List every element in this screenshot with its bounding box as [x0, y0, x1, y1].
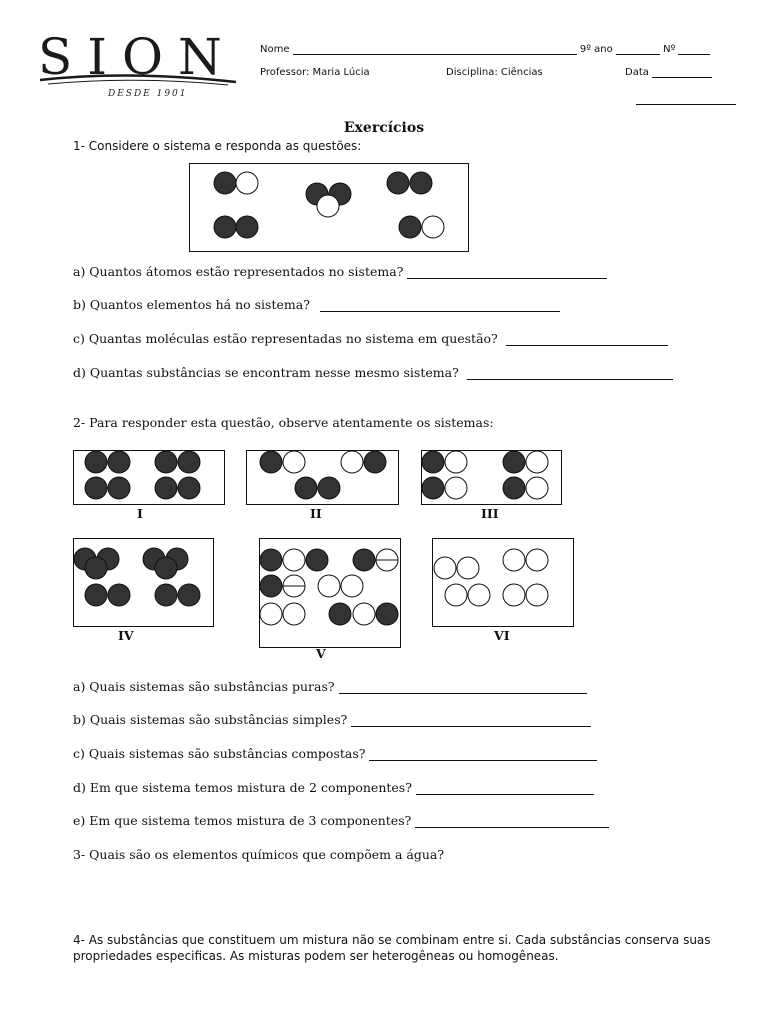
q2c-answer-line[interactable]	[369, 749, 597, 761]
ano-label: 9º ano	[579, 44, 613, 55]
atom-light	[422, 216, 444, 238]
q2c-row	[73, 748, 597, 761]
system-label-III: III	[481, 506, 499, 521]
q1c-text: c) Quantas moléculas estão representadas no sistema em questão?	[73, 331, 498, 346]
q1-molecules	[214, 172, 444, 238]
atom-light	[317, 195, 339, 217]
q2c-text: c) Quais sistemas são substâncias compostas?	[73, 746, 366, 761]
system-III-molecules	[422, 451, 548, 499]
logo-subtitle: DESDE 1901	[108, 89, 188, 99]
nome-label: Nome	[260, 44, 290, 55]
system-IV-molecules	[74, 548, 200, 606]
q4-paragraph: 4- As substâncias que constituem um mistura não se combinam entre si. Cada substâncias conserva suas propriedades especificas. As misturas podem ser heterogêneas ou homogêneas.	[73, 933, 711, 963]
q2e-text: e) Em que sistema temos mistura de 3 componentes?	[73, 813, 412, 828]
atom-dark	[214, 172, 236, 194]
q2d-row	[73, 782, 594, 795]
system-V-molecules	[260, 549, 398, 625]
atom-dark	[410, 172, 432, 194]
professor-text: Professor: Maria Lúcia	[260, 67, 370, 78]
q2a-text: a) Quais sistemas são substâncias puras?	[73, 679, 335, 694]
q2b-row	[73, 714, 591, 727]
q2e-answer-line[interactable]	[415, 816, 609, 828]
system-label-I: I	[137, 506, 143, 521]
system-label-IV: IV	[118, 628, 134, 643]
atom-dark	[236, 216, 258, 238]
numero-label: Nº	[663, 44, 676, 55]
q1a-text: a) Quantos átomos estão representados no sistema?	[73, 264, 404, 279]
q3-prompt: 3- Quais são os elementos químicos que compõem a água?	[73, 847, 445, 862]
q2d-answer-line[interactable]	[416, 783, 594, 795]
q1d-text: d) Quantas substâncias se encontram nesse mesmo sistema?	[73, 365, 459, 380]
q2-prompt: 2- Para responder esta questão, observe atentamente os sistemas:	[73, 415, 494, 430]
atom-light	[236, 172, 258, 194]
atom-dark	[387, 172, 409, 194]
atom-dark	[399, 216, 421, 238]
q2a-answer-line[interactable]	[339, 682, 587, 694]
system-label-VI: VI	[494, 628, 510, 643]
atom-dark	[214, 216, 236, 238]
q2b-text: b) Quais sistemas são substâncias simples?	[73, 712, 348, 727]
q2d-text: d) Em que sistema temos mistura de 2 componentes?	[73, 780, 412, 795]
page-title: Exercícios	[343, 120, 425, 136]
data-label: Data	[625, 67, 649, 78]
q1b-text: b) Quantos elementos há no sistema?	[73, 297, 310, 312]
q2e-row	[73, 815, 609, 828]
q2a-row	[73, 681, 587, 694]
system-label-II: II	[310, 506, 322, 521]
disciplina-text: Disciplina: Ciências	[446, 67, 543, 78]
system-II-molecules	[260, 451, 386, 499]
q2b-answer-line[interactable]	[351, 715, 591, 727]
system-label-V: V	[316, 646, 326, 661]
q1-prompt: 1- Considere o sistema e responda as questões:	[73, 139, 362, 153]
logo-text: SION	[38, 28, 237, 86]
system-I-molecules	[85, 451, 200, 499]
system-VI-molecules	[434, 549, 548, 606]
